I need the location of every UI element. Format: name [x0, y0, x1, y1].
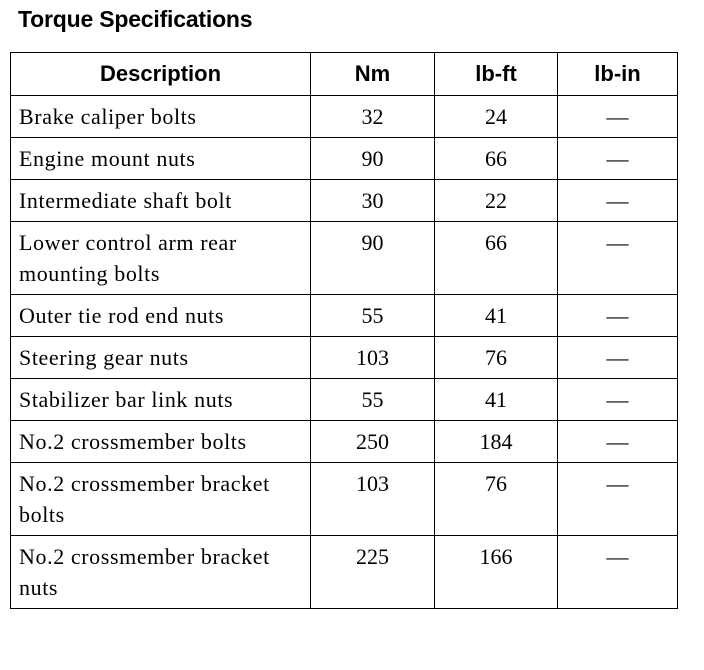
table-row — [11, 379, 678, 421]
lbft-cell: 66 — [435, 138, 558, 180]
description-cell: No.2 crossmember bracket nuts — [11, 536, 311, 609]
lbft-cell: 66 — [435, 222, 558, 295]
table-row — [11, 180, 678, 222]
table-row — [11, 295, 678, 337]
description-cell: No.2 crossmember bracket bolts — [11, 463, 311, 536]
table-row — [11, 138, 678, 180]
description-cell: Steering gear nuts — [11, 337, 311, 379]
lbft-cell: 184 — [435, 421, 558, 463]
lbin-cell: — — [558, 421, 678, 463]
description-cell: Brake caliper bolts — [11, 96, 311, 138]
table-row — [11, 463, 678, 536]
lbin-cell: — — [558, 96, 678, 138]
lbft-cell: 166 — [435, 536, 558, 609]
lbin-cell: — — [558, 536, 678, 609]
lbft-cell: 41 — [435, 295, 558, 337]
nm-cell: 90 — [311, 138, 435, 180]
nm-cell: 225 — [311, 536, 435, 609]
nm-cell: 55 — [311, 295, 435, 337]
lbft-cell: 76 — [435, 337, 558, 379]
description-cell: No.2 crossmember bolts — [11, 421, 311, 463]
lbin-cell: — — [558, 463, 678, 536]
torque-spec-table — [10, 52, 678, 609]
nm-cell: 30 — [311, 180, 435, 222]
lbin-cell: — — [558, 138, 678, 180]
lbft-cell: 22 — [435, 180, 558, 222]
table-row — [11, 536, 678, 609]
table-row — [11, 96, 678, 138]
description-cell: Engine mount nuts — [11, 138, 311, 180]
lbin-cell: — — [558, 337, 678, 379]
lbft-cell: 41 — [435, 379, 558, 421]
nm-cell: 103 — [311, 337, 435, 379]
table-row — [11, 222, 678, 295]
lbin-cell: — — [558, 180, 678, 222]
description-cell: Stabilizer bar link nuts — [11, 379, 311, 421]
table-header-row — [11, 53, 678, 96]
lbin-cell: — — [558, 295, 678, 337]
nm-cell: 250 — [311, 421, 435, 463]
page-title: Torque Specifications — [18, 6, 253, 32]
lbin-cell: — — [558, 379, 678, 421]
column-header-lbft: lb-ft — [435, 53, 558, 96]
description-cell: Intermediate shaft bolt — [11, 180, 311, 222]
nm-cell: 90 — [311, 222, 435, 295]
nm-cell: 103 — [311, 463, 435, 536]
lbft-cell: 24 — [435, 96, 558, 138]
column-header-nm: Nm — [311, 53, 435, 96]
description-cell: Lower control arm rear mounting bolts — [11, 222, 311, 295]
nm-cell: 55 — [311, 379, 435, 421]
lbin-cell: — — [558, 222, 678, 295]
lbft-cell: 76 — [435, 463, 558, 536]
column-header-lbin: lb-in — [558, 53, 678, 96]
description-cell: Outer tie rod end nuts — [11, 295, 311, 337]
nm-cell: 32 — [311, 96, 435, 138]
table-row — [11, 337, 678, 379]
table-row — [11, 421, 678, 463]
column-header-description: Description — [11, 53, 311, 96]
